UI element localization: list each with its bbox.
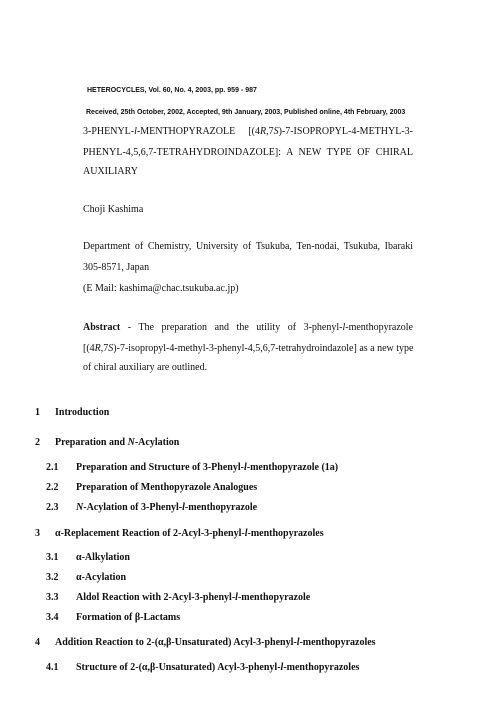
toc-entry-3-3: 3.3 Aldol Reaction with 2-Acyl-3-phenyl-l-menthopyrazole bbox=[46, 592, 311, 603]
toc-entry-2: 2 Preparation and N-Acylation bbox=[35, 437, 180, 448]
abstract-line-2: [(4R,7S)-7-isopropyl-4-methyl-3-phenyl-4,5,6,7-tetrahydroindazole] as a new type bbox=[83, 343, 414, 354]
toc-entry-3-4: 3.4 Formation of β-Lactams bbox=[46, 612, 181, 623]
title-line-1: 3-PHENYL-l-MENTHOPYRAZOLE [(4R,7S)-7-ISOPROPYL-4-METHYL-3- bbox=[83, 126, 413, 137]
author: Choji Kashima bbox=[83, 204, 144, 215]
toc-entry-2-3: 2.3 N-Acylation of 3-Phenyl-l-menthopyrazole bbox=[46, 502, 258, 513]
abstract-line-1: Abstract - The preparation and the utility of 3-phenyl-l-menthopyrazole bbox=[83, 322, 413, 333]
toc-entry-4-1: 4.1 Structure of 2-(α,β-Unsaturated) Acyl-3-phenyl-l-menthopyrazoles bbox=[46, 662, 360, 673]
toc-entry-2-2: 2.2 Preparation of Menthopyrazole Analogues bbox=[46, 482, 258, 493]
toc-entry-3-2: 3.2 α-Acylation bbox=[46, 572, 127, 583]
toc-entry-1: 1 Introduction bbox=[35, 407, 110, 418]
toc-entry-3: 3 α-Replacement Reaction of 2-Acyl-3-phenyl-l-menthopyrazoles bbox=[35, 528, 324, 539]
affiliation-line-1: Department of Chemistry, University of Tsukuba, Ten-nodai, Tsukuba, Ibaraki bbox=[83, 241, 413, 252]
toc-entry-3-1: 3.1 α-Alkylation bbox=[46, 552, 130, 563]
email-line: (E Mail: kashima@chac.tsukuba.ac.jp) bbox=[83, 283, 239, 294]
toc-entry-4: 4 Addition Reaction to 2-(α,β-Unsaturated) Acyl-3-phenyl-l-menthopyrazoles bbox=[35, 637, 376, 648]
title-line-2: PHENYL-4,5,6,7-TETRAHYDROINDAZOLE]: A NEW TYPE OF CHIRAL bbox=[83, 147, 413, 158]
dates-line: Received, 25th October, 2002, Accepted, 9th January, 2003, Published online, 4th February, 2003 bbox=[86, 109, 406, 116]
toc-entry-2-1: 2.1 Preparation and Structure of 3-Phenyl-l-menthopyrazole (1a) bbox=[46, 462, 339, 473]
abstract-line-3: of chiral auxiliary are outlined. bbox=[83, 362, 208, 373]
journal-line: HETEROCYCLES, Vol. 60, No. 4, 2003, pp. 959 - 987 bbox=[87, 87, 257, 94]
affiliation-line-2: 305-8571, Japan bbox=[83, 262, 150, 273]
title-line-3: AUXILIARY bbox=[83, 166, 138, 177]
abstract-label: Abstract bbox=[83, 322, 121, 333]
